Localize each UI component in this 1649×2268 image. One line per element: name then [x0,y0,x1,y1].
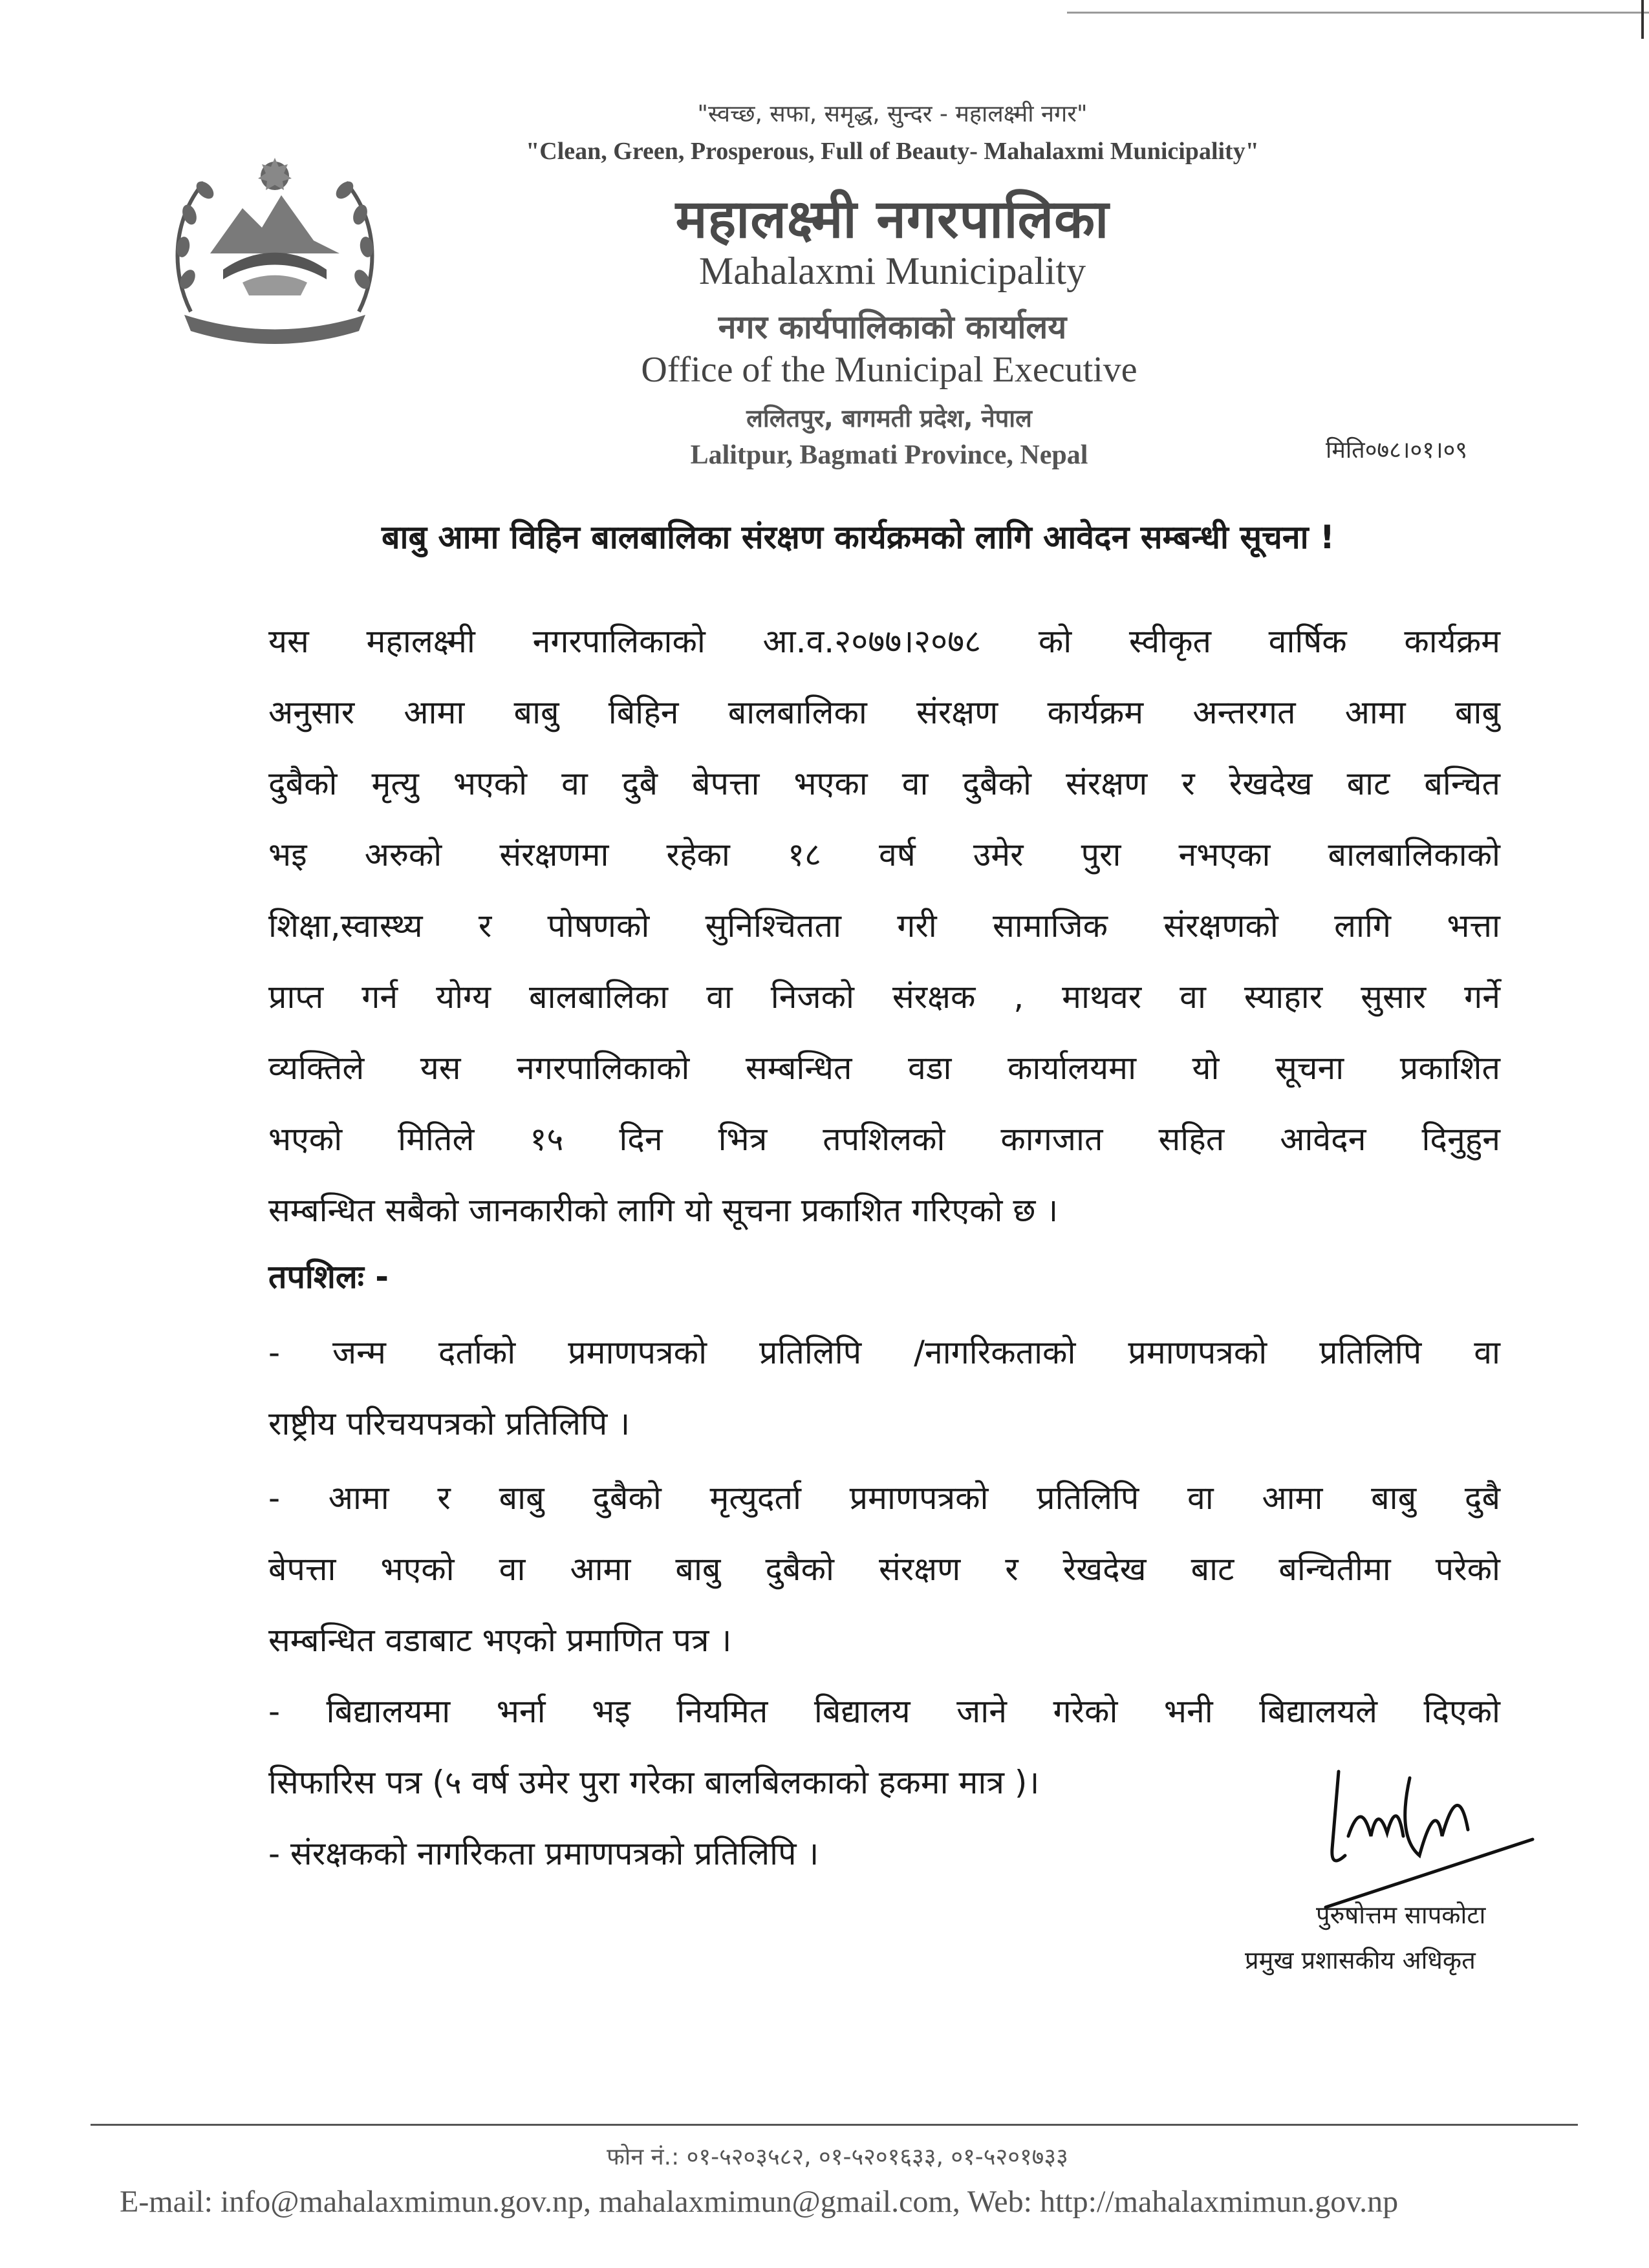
address-nepali: ललितपुर, बागमती प्रदेश, नेपाल [746,404,1032,433]
body-line: भइ अरुको संरक्षणमा रहेका १८ वर्ष उमेर पुरा नभएका बालबालिकाको [268,836,1500,873]
tapsil-line: - जन्म दर्ताको प्रमाणपत्रको प्रतिलिपि /नागरिकताको प्रमाणपत्रको प्रतिलिपि वा [268,1334,1500,1371]
footer-divider [91,2124,1578,2126]
office-name-nepali: नगर कार्यपालिकाको कार्यालय [718,308,1067,346]
footer-contact: E-mail: info@mahalaxmimun.gov.np, mahalaxmimun@gmail.com, Web: http://mahalaxmimun.gov.np [120,2185,1399,2219]
signer-name: पुरुषोत्तम सापकोटा [1316,1901,1486,1929]
office-name-english: Office of the Municipal Executive [641,350,1137,390]
body-line: सम्बन्धित सबैको जानकारीको लागि यो सूचना प्रकाशित गरिएको छ । [268,1192,1059,1229]
tapsil-line: - संरक्षकको नागरिकता प्रमाणपत्रको प्रतिलिपि । [268,1835,819,1872]
tapsil-line: - आमा र बाबु दुबैको मृत्युदर्ता प्रमाणपत्रको प्रतिलिपि वा आमा बाबु दुबै [268,1479,1500,1517]
body-line: अनुसार आमा बाबु बिहिन बालबालिका संरक्षण कार्यक्रम अन्तरगत आमा बाबु [268,694,1500,731]
tapsil-line: सिफारिस पत्र (५ वर्ष उमेर पुरा गरेका बालबिलकाको हकमा मात्र )। [268,1764,1040,1801]
slogan-nepali: "स्वच्छ, सफा, समृद्ध, सुन्दर - महालक्ष्मी नगर" [697,101,1088,127]
tapsil-heading: तपशिलः - [268,1258,389,1296]
body-line: भएको मितिले १५ दिन भित्र तपशिलको कागजात सहित आवेदन दिनुहुन [268,1120,1500,1158]
tapsil-line: बेपत्ता भएको वा आमा बाबु दुबैको संरक्षण र रेखदेख बाट बन्चितीमा परेको [268,1550,1500,1588]
tapsil-line: राष्ट्रीय परिचयपत्रको प्रतिलिपि । [268,1405,630,1442]
address-english: Lalitpur, Bagmati Province, Nepal [690,440,1088,470]
body-line: शिक्षा,स्वास्थ्य र पोषणको सुनिश्चितता गरी सामाजिक संरक्षणको लागि भत्ता [268,907,1500,945]
body-line: व्यक्तिले यस नगरपालिकाको सम्बन्धित वडा कार्यालयमा यो सूचना प्रकाशित [268,1049,1500,1087]
top-edge-rule [1067,12,1649,14]
body-line: प्राप्त गर्न योग्य बालबालिका वा निजको संरक्षक , माथवर वा स्याहार सुसार गर्ने [268,978,1500,1016]
slogan-english: "Clean, Green, Prosperous, Full of Beauty- Mahalaxmi Municipality" [526,138,1259,165]
municipality-name-nepali: महालक्ष्मी नगरपालिका [675,189,1110,250]
tapsil-line: - बिद्यालयमा भर्ना भइ नियमित बिद्यालय जाने गरेको भनी बिद्यालयले दिएको [268,1693,1500,1730]
footer-phone: फोन नं.: ०१-५२०३५८२, ०१-५२०१६३३, ०१-५२०१७३३ [607,2144,1068,2170]
signer-title: प्रमुख प्रशासकीय अधिकृत [1245,1946,1476,1974]
body-line: दुबैको मृत्यु भएको वा दुबै बेपत्ता भएका वा दुबैको संरक्षण र रेखदेख बाट बन्चित [268,765,1500,802]
notice-date: मिति०७८।०१।०९ [1326,437,1468,464]
body-line: यस महालक्ष्मी नगरपालिकाको आ.व.२०७७।२०७८ को स्वीकृत वार्षिक कार्यक्रम [268,623,1500,660]
tapsil-line: सम्बन्धित वडाबाट भएको प्रमाणित पत्र । [268,1621,732,1659]
municipality-name-english: Mahalaxmi Municipality [698,250,1086,292]
edge-line [1641,0,1644,39]
notice-subject: बाबु आमा विहिन बालबालिका संरक्षण कार्यक्रमको लागि आवेदन सम्बन्धी सूचना ! [382,519,1335,556]
